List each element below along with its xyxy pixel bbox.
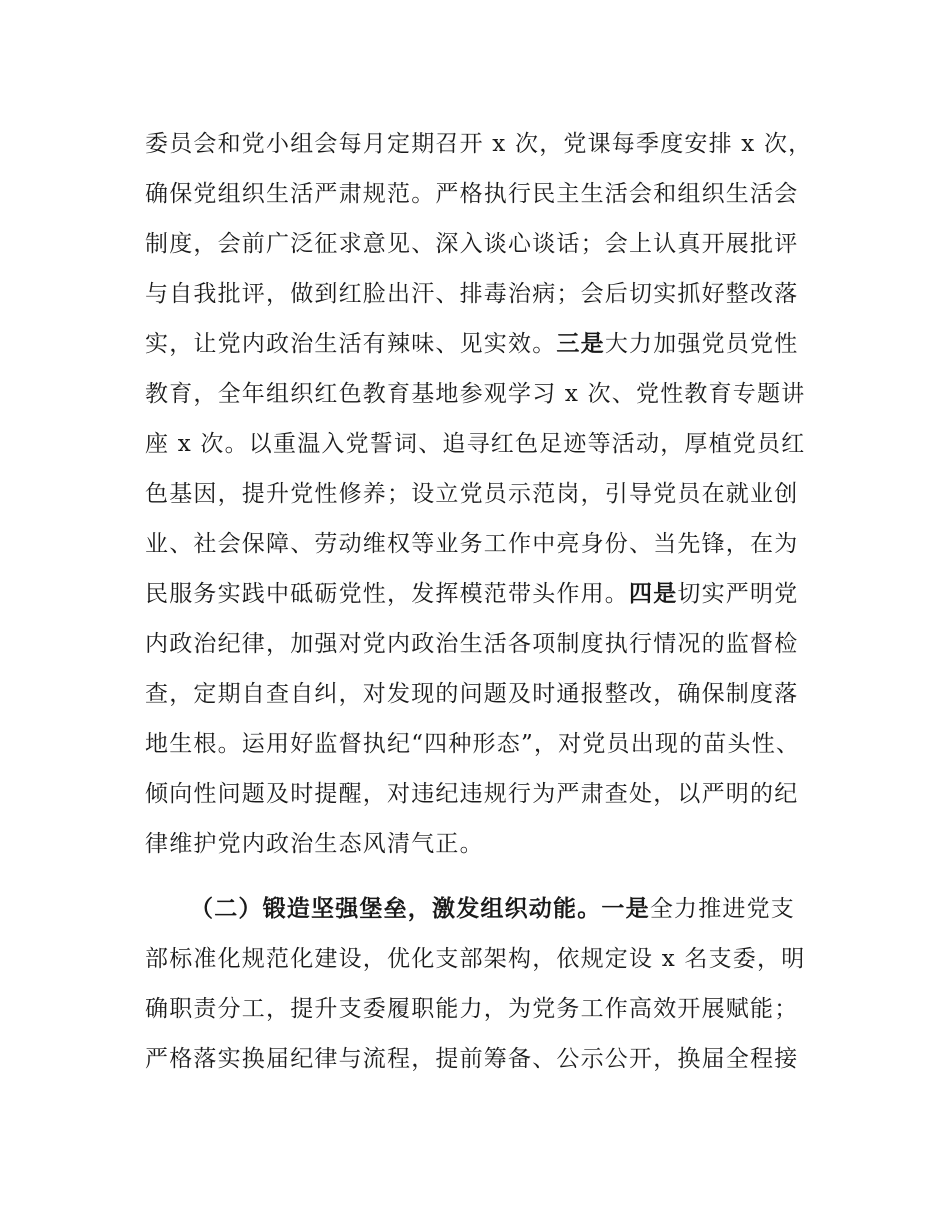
text-segment: 切实严明党 xyxy=(677,581,799,607)
text-segment: 全力推进党支 xyxy=(649,896,796,922)
text-line xyxy=(145,124,812,164)
text-line xyxy=(145,324,798,364)
text-line xyxy=(145,774,798,814)
text-line xyxy=(145,674,798,714)
text-segment: 确职责分工，提升支委履职能力，为党务工作高效开展赋能； xyxy=(145,996,799,1022)
text-line xyxy=(145,1039,798,1079)
text-line xyxy=(145,939,805,979)
text-line xyxy=(145,824,484,864)
text-line xyxy=(145,724,800,764)
text-segment: 教育，全年组织红色教育基地参观学习 x 次、党性教育专题讲 xyxy=(145,381,806,407)
text-line xyxy=(145,174,798,214)
text-segment: 律维护党内政治生态风清气正。 xyxy=(145,831,484,857)
text-segment: 业、社会保障、劳动维权等业务工作中亮身份、当先锋，在为 xyxy=(145,531,799,557)
bold-text-segment: （二）锻造坚强堡垒，激发组织动能。一是 xyxy=(190,896,650,922)
text-line xyxy=(145,524,798,564)
text-line xyxy=(145,374,805,414)
text-line xyxy=(145,274,798,314)
text-segment: 地生根。运用好监督执纪“四种形态”，对党员出现的苗头性、 xyxy=(145,731,801,757)
text-line xyxy=(145,224,798,264)
text-line xyxy=(145,474,798,514)
bold-text-segment: 四是 xyxy=(629,581,678,607)
text-line xyxy=(145,424,805,464)
text-segment: 实，让党内政治生活有辣味、见实效。 xyxy=(145,331,557,357)
text-line xyxy=(145,574,798,614)
bold-text-segment: 三是 xyxy=(556,331,605,357)
text-segment: 查，定期自查自纠，对发现的问题及时通报整改，确保制度落 xyxy=(145,681,799,707)
text-segment: 制度，会前广泛征求意见、深入谈心谈话；会上认真开展批评 xyxy=(145,231,799,257)
text-segment: 委员会和党小组会每月定期召开 x 次，党课每季度安排 x 次， xyxy=(145,131,813,157)
text-segment: 确保党组织生活严肃规范。严格执行民主生活会和组织生活会 xyxy=(145,181,799,207)
text-segment: 部标准化规范化建设，优化支部架构，依规定设 x 名支委，明 xyxy=(145,946,806,972)
text-line xyxy=(145,624,798,664)
text-segment: 色基因，提升党性修养；设立党员示范岗，引导党员在就业创 xyxy=(145,481,799,507)
text-segment: 座 x 次。以重温入党誓词、追寻红色足迹等活动，厚植党员红 xyxy=(145,431,806,457)
text-segment: 民服务实践中砥砺党性，发挥模范带头作用。 xyxy=(145,581,629,607)
text-segment: 与自我批评，做到红脸出汗、排毒治病；会后切实抓好整改落 xyxy=(145,281,799,307)
text-segment: 严格落实换届纪律与流程，提前筹备、公示公开，换届全程接 xyxy=(145,1046,799,1072)
text-line xyxy=(145,989,798,1029)
text-segment: 倾向性问题及时提醒，对违纪违规行为严肃查处，以严明的纪 xyxy=(145,781,799,807)
text-segment: 大力加强党员党性 xyxy=(604,331,799,357)
text-segment: 内政治纪律，加强对党内政治生活各项制度执行情况的监督检 xyxy=(145,631,799,657)
text-line xyxy=(190,889,795,929)
